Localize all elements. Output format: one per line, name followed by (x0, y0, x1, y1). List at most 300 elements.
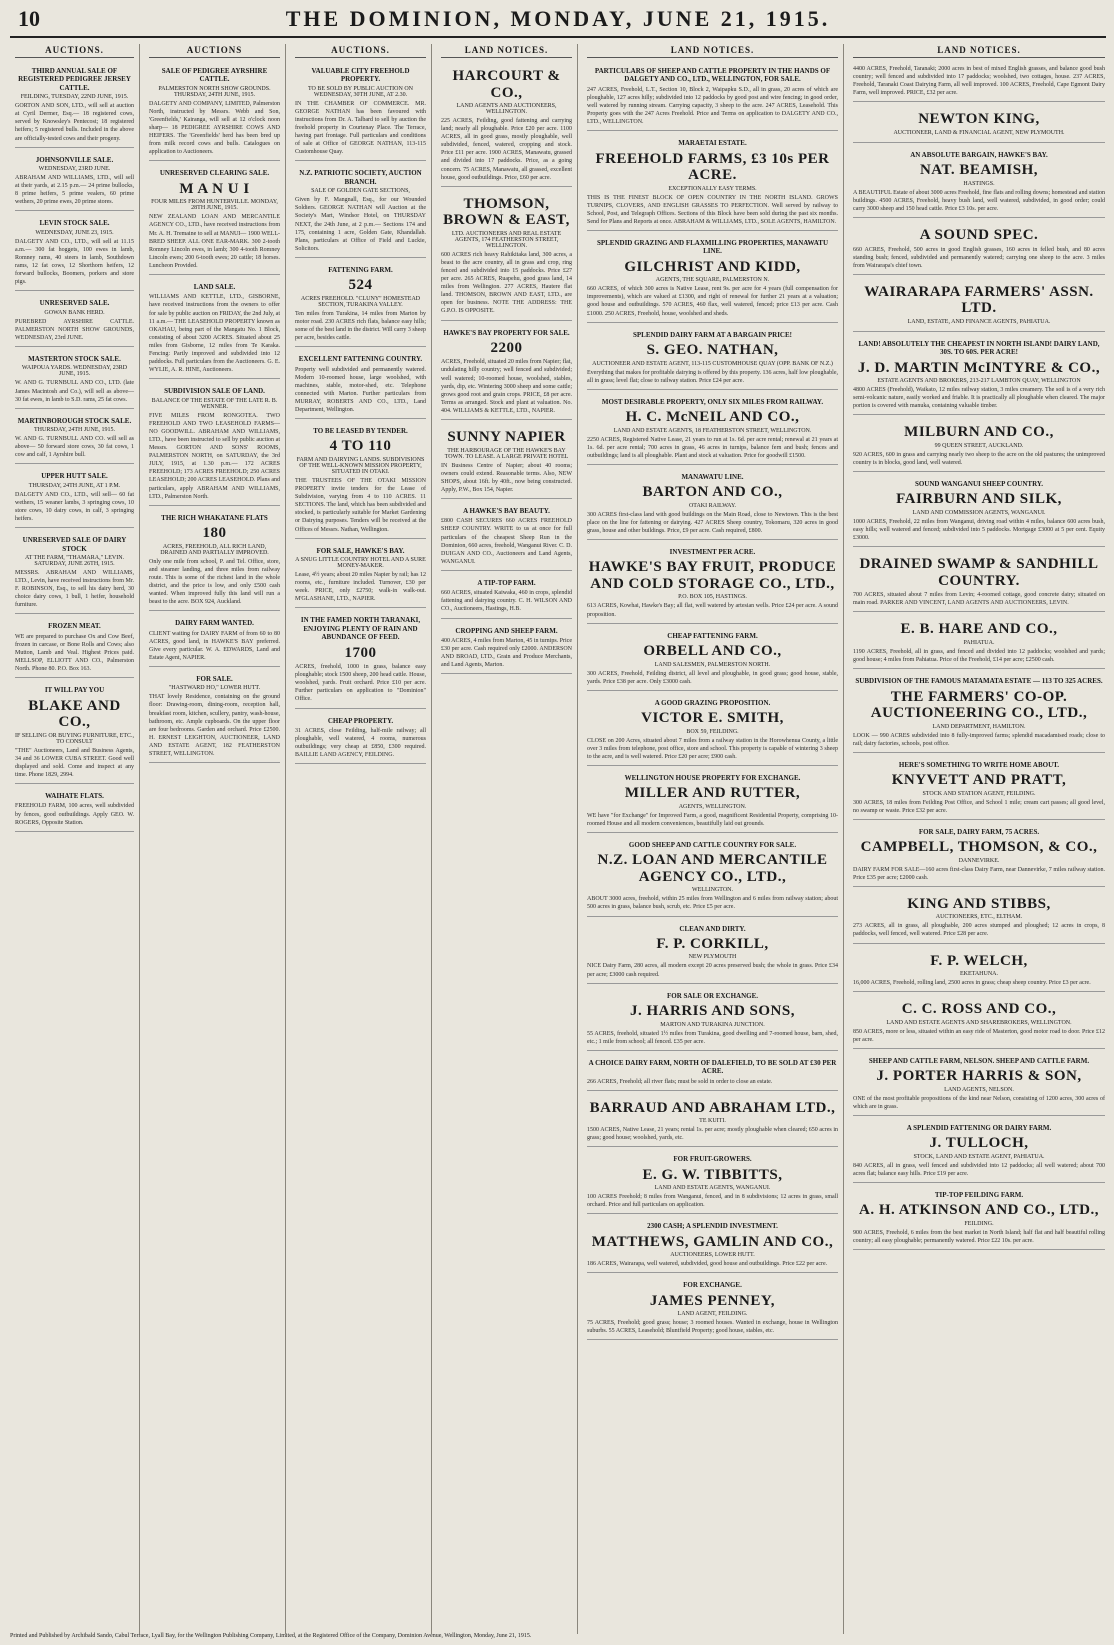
ad-subheading: FEILDING, TUESDAY, 22ND JUNE, 1915. (20, 94, 129, 101)
advertisement (149, 164, 280, 275)
advertisement (853, 1052, 1105, 1116)
advertisement (15, 531, 134, 614)
ad-heading: A CHOICE DAIRY FARM, NORTH OF DALEFIELD, TO BE SOLD AT £30 PER ACRE. (588, 1058, 837, 1076)
ad-body-text: 840 ACRES, all in grass, well fenced and subdivided into 12 paddocks; all well watered; about 700 acres flat; balance easy hills. Price £19 per acre. (853, 1162, 1105, 1177)
ad-subheading: WEDNESDAY, 23RD JUNE. (38, 166, 111, 173)
ad-heading: A SPLENDID FATTENING OR DAIRY FARM. (906, 1123, 1052, 1132)
ad-display-name: GILCHRIST AND KIDD, (624, 258, 801, 275)
ad-body-text: A BEAUTIFUL Estate of about 3000 acres Freehold, fine flats and rolling downs; homestead and station buildings. 4500 ACRES, Freehold, heavy bush land, well watered, subdivided, in good order; could carry 3000 sheep and 150 head cattle. Price £3 10s. per acre. (853, 189, 1105, 212)
ad-body-text: DAIRY FARM FOR SALE—160 acres first-class Dairy Farm, near Dannevirke, 7 miles railway station. Price £35 per acre; £2000 cash. (853, 866, 1105, 881)
ad-display-name: J. TULLOCH, (929, 1135, 1029, 1152)
column-6 (848, 44, 1110, 1634)
ad-subheading: LTD. AUCTIONEERS AND REAL ESTATE AGENTS, 174 FEATHERSTON STREET, WELLINGTON. (451, 230, 562, 249)
ad-heading: AN ABSOLUTE BARGAIN, HAWKE'S BAY. (910, 150, 1048, 159)
ad-display-name: E. G. W. TIBBITTS, (642, 1166, 783, 1183)
ad-body-text: GORTON AND SON, LTD., will sell at auction at Cyril Dermer, Esq.— 18 registered cows, served by Knowsley's Pentecost; 18 registered heifers; 5 registered bulls. Included in the above are officially-tested cows and their progeny. (15, 103, 134, 142)
ad-subheading: TE KUITI. (699, 1118, 726, 1125)
ad-display-name: VICTOR E. SMITH, (641, 710, 784, 727)
advertisement (853, 278, 1105, 332)
ad-subheading: LAND AND ESTATE AGENTS, WANGANUI. (654, 1185, 771, 1192)
advertisement (587, 1054, 838, 1091)
advertisement (295, 164, 426, 257)
advertisement (295, 261, 426, 347)
ad-subheading: FEILDING. (964, 1220, 994, 1227)
column-1 (10, 44, 140, 1634)
ad-body-text: CLOSE on 200 Acres, situated about 7 miles from a railway station in the Horowhenua County, a little over 3 miles from telephone, post office, store and school. This property is capable of wintering 3 sheep to the acre, and is well watered. Price £20 per acre; £900 cash. (587, 737, 838, 760)
ad-subheading: EKETAHUNA. (959, 971, 998, 978)
ad-display-name: 524 (348, 277, 373, 294)
ad-body-text: 1000 ACRES, Freehold, 22 miles from Wanganui, driving road within 4 miles, balance 600 acres bush, easy hills; well watered and fenced; subdivided into 5 paddocks. Mortgage £3000 at 5 per cent. Equity £3000. (853, 518, 1105, 542)
advertisement (441, 324, 572, 421)
ad-heading: CHEAP PROPERTY. (327, 716, 394, 725)
ad-body-text: Ten miles from Turakina, 14 miles from Marton by motor road. 230 ACRES rich flats, balance easy hills; some of the best land in the district. Will carry 3 sheep per acre, besides cattle. (295, 310, 426, 342)
ad-display-name: KNYVETT AND PRATT, (891, 772, 1067, 789)
advertisement (15, 62, 134, 148)
ad-heading: HAWKE'S BAY PROPERTY FOR SALE. (443, 328, 570, 337)
ad-display-name: JAMES PENNEY, (649, 1292, 776, 1309)
ad-body-text: 186 ACRES, Wairarapa, well watered, subdivided, good house and outbuildings. Price £22 per acre. (587, 1261, 828, 1268)
ad-heading: FOR SALE, HAWKE'S BAY. (316, 546, 405, 555)
ad-heading: SOUND WANGANUI SHEEP COUNTRY. (914, 480, 1044, 489)
ad-body-text: 400 ACRES, 4 miles from Marton, 45 in turnips. Price £30 per acre. Cash required only £2000. ANDERSON AND BROAD, LTD., Grain and Produce Merchants, and Land Agents, Marton. (441, 637, 572, 669)
ad-body-text: MESSRS. ABRAHAM AND WILLIAMS, LTD., Levin, have received instructions from Mr. F. ROBINSON, Esq., to sell his dairy herd, 30 choice dairy cows, 1 bull, 1 heifer, household furniture. (15, 569, 134, 609)
ad-heading: TO BE LEASED BY TENDER. (313, 427, 408, 436)
advertisement (15, 617, 134, 678)
ad-heading: THE RICH WHAKATANE FLATS (161, 513, 268, 522)
ad-display-name: H. C. McNEIL AND CO., (625, 409, 800, 426)
ad-subheading: FOUR MILES FROM HUNTERVILLE. MONDAY, 28TH JUNE, 1915. (151, 199, 278, 212)
ad-heading: MOST DESIRABLE PROPERTY, ONLY SIX MILES FROM RAILWAY. (601, 397, 824, 406)
ad-body-text: 300 ACRES, 18 miles from Feilding Post Office, and School 1 mile; cream cart passes; all good level, no swamp or waste. Price £32 per acre. (853, 799, 1105, 814)
advertisement (587, 694, 838, 766)
ad-heading: LEVIN STOCK SALE. (39, 219, 110, 228)
ad-heading: THIRD ANNUAL SALE OF REGISTERED PEDIGREE JERSEY CATTLE. (18, 67, 131, 92)
ad-subheading: "HASTWARD HO," LOWER HUTT. (168, 685, 261, 692)
ad-heading: SUBDIVISION OF THE FAMOUS MATAMATA ESTATE — 113 TO 325 ACRES. (855, 677, 1103, 686)
column-heading: AUCTIONS. (295, 44, 426, 58)
ad-body-text: 4800 ACRES (Freehold), Waikato, 12 miles railway station, 3 miles creamery. The soil is of a very rich semi-volcanic nature, easily worked and friable. It is practically all ploughable when cleared. The major portion is covered with manuka, containing valuable timber. (853, 387, 1105, 410)
column-heading: AUCTIONS. (15, 44, 134, 58)
column-5 (582, 44, 844, 1634)
ad-display-name: BARRAUD AND ABRAHAM LTD., (589, 1099, 836, 1116)
advertisement (587, 836, 838, 917)
masthead (10, 4, 1106, 38)
ad-display-name: A SOUND SPEC. (919, 227, 1039, 244)
advertisement (853, 550, 1105, 612)
advertisement (149, 614, 280, 667)
advertisement (587, 769, 838, 833)
advertisement (853, 146, 1105, 218)
column-heading: AUCTIONS (149, 44, 280, 58)
ad-display-name: 1700 (344, 644, 377, 661)
ad-body-text: W. AND G. TURNBULL AND CO., LTD. (late James Macintosh and Co.), will sell as above— 30 fat ewes, in lamb to S.D. rams, 25 fat cows. (15, 380, 134, 403)
ad-body-text: 1190 ACRES, Freehold, all in grass, and fenced and divided into 12 paddocks; woolshed and yards; good house; 4 miles from Pahiatua. Price of the Freehold, £14 per acre; £2500 cash. (853, 648, 1105, 664)
advertisement (15, 467, 134, 528)
ad-display-name: C. C. ROSS AND CO., (901, 1001, 1057, 1018)
ad-heading: CHEAP FATTENING FARM. (667, 631, 758, 640)
advertisement (587, 1276, 838, 1340)
ad-display-name: FREEHOLD FARMS, £3 10s PER ACRE. (595, 150, 830, 184)
advertisement (853, 615, 1105, 669)
ad-heading: DAIRY FARM WANTED. (175, 619, 254, 628)
advertisement (441, 574, 572, 619)
ad-display-name: 2200 (490, 339, 523, 356)
ad-display-name: DRAINED SWAMP & SANDHILL COUNTRY. (859, 556, 1099, 589)
column-heading: LAND NOTICES. (441, 44, 572, 58)
advertisement (853, 1119, 1105, 1183)
ad-heading: MASTERTON STOCK SALE. (28, 355, 121, 364)
ad-body-text: 247 ACRES, Freehold, L.T., Section 10, Block 2, Waipapku S.D., all in grass, 20 acres of which are ploughable, 127 acres hilly; subdivided into 12 paddocks by good post and wire fencing; in good order, well watered by running stream. Carrying capacity, 3 sheep to the acre. 247 ACRES, Leasehold. This Property goes with the 247 Acres Freehold. Price and Terms on application to DALGETY AND CO., LTD., WELLINGTON. (587, 86, 838, 126)
ad-display-name: E. B. HARE AND CO., (900, 621, 1058, 638)
ad-body-text: ACRES, Freehold, situated 20 miles from Napier; flat, undulating hilly country; well fenced and subdivided; well watered; 10-roomed house, woolshed, stables, yards, dip, etc. Wintering 3000 sheep and some cattle; grows good root and grain crops. PRICE, £8 per acre. Terms as arranged. Stock and plant at valuation. No. 404. WILLIAMS & KETTLE, LTD., NAPIER. (441, 359, 572, 414)
ad-display-name: 4 TO 110 (329, 438, 392, 455)
ad-display-name: MATTHEWS, GAMLIN AND CO., (591, 1233, 834, 1250)
ad-heading: SHEEP AND CATTLE FARM, NELSON. SHEEP AND CATTLE FARM. (868, 1056, 1090, 1065)
ad-subheading: LAND AGENTS, NELSON. (944, 1086, 1014, 1093)
ad-heading: SALE OF PEDIGREE AYRSHIRE CATTLE. (161, 67, 268, 84)
ad-subheading: THE HARBOURAGE OF THE HAWKE'S BAY TOWN. TO LEASE. A LARGE PRIVATE HOTEL (444, 447, 569, 460)
ad-display-name: 180 (202, 525, 227, 542)
advertisement (853, 672, 1105, 753)
advertisement (15, 787, 134, 832)
ad-heading: JOHNSONVILLE SALE. (35, 155, 114, 164)
ad-subheading: LAND AND ESTATE AGENTS AND SHAREBROKERS, WELLINGTON. (886, 1019, 1072, 1026)
advertisement (149, 670, 280, 763)
ad-body-text: W. AND G. TURNBULL AND CO. will sell as above— 50 forward store cows, 30 fat cows, 1 cow and calf, 1 Ayrshire bull. (15, 436, 134, 459)
ad-heading: HERE'S SOMETHING TO WRITE HOME ABOUT. (898, 760, 1060, 769)
ad-body-text: £800 CASH SECURES 660 ACRES FREEHOLD SHEEP COUNTRY. WRITE to us at once for full particulars of the cheapest Sheep Run in the Dominion, 660 acres, freehold, Wanganui River. C. D. DUIGAN AND CO., Auctioneers and Land Agents, WANGANUI. (441, 518, 572, 565)
ad-subheading: PAHIATUA. (963, 639, 995, 646)
ad-subheading: WAIPOUA YARDS. WEDNESDAY, 23RD JUNE, 1915. (21, 365, 128, 378)
advertisement (587, 543, 838, 624)
ad-body-text: 273 ACRES, all in grass, all ploughable, 200 acres stumped and ploughed; 12 acres in crops, 8 paddocks, well fenced, well watered. Price £28 per acre. (853, 923, 1105, 938)
ad-display-name: N.Z. LOAN AND MERCANTILE AGENCY CO., LTD., (597, 852, 828, 885)
ad-heading: FOR SALE OR EXCHANGE. (666, 991, 758, 1000)
ad-body-text: FREEHOLD FARM, 100 acres, well subdivided by fences, good outbuildings. Apply GEO. W. ROGERS, Opposite Station. (15, 803, 134, 826)
ad-subheading: PALMERSTON NORTH SHOW GROUNDS. THURSDAY, 24TH JUNE, 1915. (158, 85, 271, 98)
ad-body-text: 266 ACRES, Freehold; all river flats; must be sold in order to close an estate. (587, 1078, 773, 1085)
ad-body-text: 300 ACRES first-class land with good buildings on the Main Road, close to Newtown. This is the best place on the line for fattening or dairying. 427 ACRES Sheep country, Tokomaru, 320 acres in good grass, house and other buildings. Price, £9 per acre. Cash required, £800. (587, 511, 838, 534)
ad-heading: FATTENING FARM. (328, 265, 393, 274)
ad-subheading: LAND, ESTATE, AND FINANCE AGENTS, PAHIATUA. (907, 318, 1051, 325)
ad-body-text: 850 ACRES, more or less, situated within an easy ride of Masterton, good motor road to door. Price £12 per acre. (853, 1028, 1105, 1043)
advertisement (441, 622, 572, 675)
ad-heading: FOR SALE, DAIRY FARM, 75 ACRES. (918, 827, 1040, 836)
ad-display-name: NAT. BEAMISH, (919, 162, 1039, 179)
ad-subheading: THURSDAY, 24TH JUNE, AT 1 P.M. (28, 482, 121, 489)
ad-subheading: AUCTIONEER, LAND & FINANCIAL AGENT, NEW PLYMOUTH. (893, 129, 1065, 136)
ad-subheading: BALANCE OF THE ESTATE OF THE LATE R. B. WENNER. (151, 397, 278, 410)
advertisement (15, 214, 134, 291)
ad-body-text: THIS IS THE FINEST BLOCK OF OPEN COUNTRY IN THE NORTH ISLAND. GROWS TURNIPS, CLOVERS, AND ENGLISH GRASSES TO PERFECTION. Well served by railway to School, Post, and Telegraph Offices. Sections of this Block have been sold during the past six months. Send for Plans and Reports at once. ABRAHAM & WILLIAMS, LTD., SOLE AGENTS, HAMILTON. (587, 194, 838, 225)
ad-subheading: ACRES, FREEHOLD, ALL RICH LAND, DRAINED AND PARTIALLY IMPROVED. (160, 543, 269, 556)
ad-subheading: OTAKI RAILWAY. (688, 502, 737, 509)
advertisement (587, 1150, 838, 1214)
ad-subheading: A SNUG LITTLE COUNTRY HOTEL AND A SURE MONEY-MAKER. (295, 557, 426, 570)
ad-heading: GOOD SHEEP AND CATTLE COUNTRY FOR SALE. (628, 841, 797, 849)
ad-heading: UNRESERVED SALE OF DAIRY STOCK (22, 536, 127, 553)
ad-heading: FOR SALE. (196, 674, 233, 683)
ad-body-text: Given by F. Mangnall, Esq., for our Wounded Soldiers. GEORGE NATHAN will Auction at the Society's Mart, Windsor Hotel, on THURSDAY NEXT, the 24th June, at 2 p.m.— Sections 174 and 175, containing 1 acre, Golden Gate, Khandallah. Plans, particulars at Office of Field and Luckie, Solicitors. (295, 197, 426, 252)
advertisement (853, 823, 1105, 887)
ad-subheading: NEW PLYMOUTH (688, 954, 737, 961)
advertisement (587, 62, 838, 131)
ad-body-text: 660 ACRES, situated Kaiwaka, 460 in crops, splendid fattening and dairying country. C. H. WILSON AND CO., Auctioneers, Hastings, H.B. (441, 590, 572, 613)
ad-body-text: 100 ACRES Freehold; 8 miles from Wanganui, fenced, and in 8 subdivisions; 12 acres in grass, small orchard. Price and full particulars on application. (587, 1194, 838, 1209)
ad-display-name: ORBELL AND CO., (643, 643, 782, 660)
ad-heading: INVESTMENT PER ACRE. (669, 548, 756, 557)
advertisement (441, 423, 572, 499)
column-heading: LAND NOTICES. (587, 44, 838, 58)
ad-body-text: 700 ACRES, situated about 7 miles from Levin; 4-roomed cottage, good concrete dairy; situated on main road. PARKER AND VINCENT, LAND AGENTS AND AUCTIONEERS, LEVIN. (853, 592, 1105, 607)
ad-display-name: BLAKE AND CO., (28, 697, 121, 731)
advertisement (853, 995, 1105, 1049)
column-heading: LAND NOTICES. (853, 44, 1105, 58)
ad-heading: SPLENDID GRAZING AND FLAXMILLING PROPERTIES, MANAWATU LINE. (596, 239, 829, 256)
ad-body-text: 55 ACRES, freehold, situated 1½ miles from Turakina, good dwelling and 7-roomed house, barn, shed, etc.; 1 mile from school; all fenced. £35 per acre. (587, 1030, 838, 1045)
advertisement (295, 62, 426, 161)
ad-heading: FOR EXCHANGE. (683, 1281, 742, 1290)
advertisement (853, 947, 1105, 993)
ad-heading: SUBDIVISION SALE OF LAND. (164, 387, 265, 396)
advertisement (853, 1186, 1105, 1250)
advertisement (15, 294, 134, 347)
ad-heading: CROPPING AND SHEEP FARM. (455, 626, 558, 635)
ad-subheading: THURSDAY, 24TH JUNE, 1915. (33, 427, 115, 434)
ad-display-name: F. P. WELCH, (930, 952, 1028, 969)
ad-subheading: LAND AGENTS AND AUCTIONEERS, WELLINGTON. (456, 103, 557, 115)
ad-body-text: 300 ACRES, Freehold, Feilding district, all level and ploughable, in good grass; good house, stable, yards. Price £38 per acre. Only £3000 cash. (587, 670, 838, 685)
ad-display-name: FAIRBURN AND SILK, (896, 491, 1062, 508)
ad-display-name: BARTON AND CO., (642, 484, 783, 501)
ad-display-name: KING AND STIBBS, (907, 895, 1051, 912)
ad-display-name: M A N U I (179, 180, 250, 197)
ad-subheading: HASTINGS. (963, 180, 995, 187)
advertisement (587, 1217, 838, 1273)
ad-heading: LAND SALE. (193, 282, 236, 291)
ad-body-text: Lease, 4½ years; about 20 miles Napier by rail; has 12 rooms, etc., furniture included. Turnover, £30 per week. PRICE, only £2750; walk-in walk-out. M'GLASHANE, LTD., NAPIER. (295, 572, 426, 603)
ad-heading: IT WILL PAY YOU (44, 686, 105, 695)
ad-body-text: NEW ZEALAND LOAN AND MERCANTILE AGENCY CO., LTD., have received instructions from Mr. A. H. Tremaine to sell at MANUI— 1900 WELL-BRED SHEEP. ALL ONE EAR-MARK. 300 2-tooth Romney Lincoln ewes, in lamb; 300 4-tooth Romney Lincoln ewes; 200 6-tooth ewes; 20 cattle; 18 horses. Luncheon Provided. (149, 214, 280, 269)
ad-body-text: DALGETY AND COMPANY, LIMITED, Palmerston North, instructed by Messrs. Webb and Son, 'Greenfields,' Kairanga, will sell at 12 o'clock noon sharp— 18 PEDIGREE AYRSHIRE COWS AND HEIFERS. The 'Greenfields' herd has been bred up from milk record cows and bulls. Catalogues on application to Auctioneers. (149, 100, 280, 156)
ad-subheading: LAND SALESMEN, PALMERSTON NORTH. (654, 661, 771, 668)
ad-body-text: WE have "for Exchange" for Improved Farm, a good, magnificent Residential Property, comprising 10-roomed House and all modern conveniences, beautifully laid out grounds. (587, 812, 838, 827)
ad-subheading: AUCTIONEERS, ETC., ELTHAM. (935, 914, 1023, 921)
advertisement (149, 278, 280, 379)
ad-body-text: 31 ACRES, close Feilding, half-mile railway; all ploughable, well watered, 4 rooms, numerous outbuildings; very cheap at £850, £300 required. BAILLIE LAND AGENCY, FEILDING. (295, 727, 426, 759)
ad-body-text: IN Business Centre of Napier; about 40 rooms; owners could extend. Reasonable terms. Also, NEW SHOPS, about 16ft. by 40ft., now being constructed. Apply, P.W., Box 154, Napier. (441, 462, 572, 493)
ad-subheading: ACRES FREEHOLD. "CLUNY" HOMESTEAD SECTION, TURAKINA VALLEY. (300, 295, 421, 308)
ad-subheading: FARM AND DAIRYING LANDS. SUBDIVISIONS OF THE WELL-KNOWN MISSION PROPERTY, SITUATED IN OTAKI. (296, 456, 425, 475)
ad-body-text: Property well subdivided and permanently watered. Modern 10-roomed house, large woolshed, with machines, stable, motor-shed, etc. Telephone connected with Marton. Further particulars from MURRAY, ROBERTS AND CO., LTD., Land Department, Wellington. (295, 366, 426, 413)
ad-heading: EXCELLENT FATTENING COUNTRY. (298, 355, 423, 364)
ad-subheading: IF SELLING OR BUYING FURNITURE, ETC., TO CONSULT (15, 732, 134, 745)
ad-subheading: AUCTIONEERS, LOWER HUTT. (670, 1252, 755, 1259)
advertisement (15, 151, 134, 212)
ad-body-text: FIVE MILES FROM RONGOTEA. TWO FREEHOLD AND TWO LEASEHOLD FARMS—NO GOODWILL. ABRAHAM AND WILLIAMS, LTD., have been instructed to sell by public auction at Messrs. GORTON AND SONS' ROOMS, PALMERSTON NORTH, on SATURDAY, the 3rd JULY, 1915, at 1.30 p.m.— 172 ACRES FREEHOLD; 173 ACRES FREEHOLD; 250 ACRES LEASEHOLD; 200 ACRES LEASEHOLD. Plans and particulars, apply ABRAHAM AND WILLIAMS, LTD., Palmerston North. (149, 412, 280, 500)
ad-display-name: SUNNY NAPIER (447, 429, 566, 446)
advertisement (853, 62, 1105, 102)
ad-display-name: S. GEO. NATHAN, (646, 342, 779, 359)
ad-display-name: J. D. MARTIN McINTYRE & CO., (857, 359, 1101, 376)
ad-body-text: 660 ACRES, Freehold, 500 acres in good English grasses, 160 acres in felled bush, and 80 acres standing bush; fenced, subdivided and permanently watered; carrying one sheep to the acre. 3 miles from Wairarapa's chief town. (853, 246, 1105, 269)
ad-body-text: PUREBRED AYRSHIRE CATTLE. PALMERSTON NORTH SHOW GROUNDS, WEDNESDAY, 23rd JUNE. (15, 318, 134, 341)
ad-display-name: J. PORTER HARRIS & SON, (876, 1068, 1082, 1085)
ad-display-name: MILBURN AND CO., (904, 424, 1054, 441)
advertisement (587, 627, 838, 691)
advertisement (587, 1094, 838, 1148)
newspaper-title: THE DOMINION, MONDAY, JUNE 21, 1915. (285, 6, 831, 31)
ad-subheading: P.O. BOX 105, HASTINGS. (678, 594, 747, 601)
ad-body-text: "THE" Auctioneers, Land and Business Agents, 34 and 36 LOWER CUBA STREET. Good well displayed and sold. Come and inspect at any time. Phone 1829, 2994. (15, 747, 134, 778)
advertisement (587, 134, 838, 231)
advertisement (149, 382, 280, 505)
advertisement (15, 412, 134, 465)
advertisement (853, 475, 1105, 547)
ad-heading: PARTICULARS OF SHEEP AND CATTLE PROPERTY IN THE HANDS OF DALGETY AND CO., LTD., WELLINGTON, FOR SALE. (594, 67, 831, 84)
page-number: 10 (18, 6, 40, 31)
advertisement (587, 393, 838, 465)
ad-subheading: STOCK AND STATION AGENT, FEILDING. (922, 790, 1036, 797)
ad-body-text: 613 ACRES, Kowhai, Hawke's Bay; all flat, well watered by artesian wells. Price £24 per acre. A sound proposition. (587, 603, 838, 618)
ad-heading: IN THE FAMED NORTH TARANAKI, ENJOYING PLENTY OF RAIN AND ABUNDANCE OF FEED. (300, 616, 421, 642)
ad-display-name: HAWKE'S BAY FRUIT, PRODUCE AND COLD STORAGE CO., LTD., (588, 559, 837, 592)
ad-heading: A TIP-TOP FARM. (477, 578, 536, 587)
advertisement (853, 105, 1105, 143)
columns-container (10, 44, 1106, 1634)
ad-body-text: ABRAHAM AND WILLIAMS, LTD., will sell at their yards, at 2.15 p.m.— 24 prime bullocks, 8 prime heifers, 5 prime vealers, 60 prime wethers, 20 prime ewes, 20 prime stores. (15, 175, 134, 206)
ad-heading: VALUABLE CITY FREEHOLD PROPERTY. (311, 67, 410, 84)
ad-subheading: EXCEPTIONALLY EASY TERMS. (668, 185, 757, 192)
ad-display-name: MILLER AND RUTTER, (624, 785, 801, 802)
ad-display-name: WAIRARAPA FARMERS' ASSN. LTD. (864, 283, 1094, 317)
ad-subheading: SALE OF GOLDEN GATE SECTIONS, (311, 188, 410, 195)
ad-heading: WAIHATE FLATS. (45, 792, 104, 801)
advertisement (295, 611, 426, 708)
ad-body-text: CLIENT waiting for DAIRY FARM of from 60 to 80 ACRES, good land, in HAWKE'S BAY preferred. Give every particular. W. A. EDWARDS, Land and Estate Agent, NAPIER. (149, 630, 280, 661)
advertisement (149, 509, 280, 611)
advertisement (295, 712, 426, 765)
advertisement (587, 234, 838, 323)
ad-heading: N.Z. PATRIOTIC SOCIETY, AUCTION BRANCH. (299, 169, 422, 186)
ad-body-text: 225 ACRES, Feilding, good fattening and carrying land; nearly all ploughable. Price £20 per acre. 1100 ACRES, all in good grass, mostly ploughable, well subdivided, fenced, watered, cropping and stock. Price £11 per acre. 1900 ACRES, Manawatu, grassed and divided into 17 paddocks. Price, as a going concern. 75 ACRES, Manawatu, all grassed, excellent house, good outbuildings. Price, £60 per acre. (441, 118, 572, 181)
ad-subheading: AUCTIONEER AND ESTATE AGENT, 113-115 CUSTOMHOUSE QUAY (OPP. BANK OF N.Z.) (592, 360, 833, 367)
advertisement (441, 190, 572, 321)
ad-subheading: GOWAN BANK HERD. (44, 309, 105, 316)
advertisement (441, 502, 572, 571)
ad-display-name: F. P. CORKILL, (656, 935, 769, 952)
ad-body-text: ACRES, freehold, 1000 in grass, balance easy ploughable; stock 1500 sheep, 200 head cattle. House, woolshed, yards. Fruit orchard. Price £10 per acre. Further particulars on application to "Dominion" Office. (295, 664, 426, 703)
advertisement (587, 987, 838, 1051)
ad-subheading: AGENTS, THE SQUARE, PALMERSTON N. (655, 277, 770, 284)
ad-heading: UNRESERVED CLEARING SALE. (159, 169, 270, 178)
ad-subheading: 99 QUEEN STREET, AUCKLAND. (934, 442, 1024, 449)
ad-subheading: STOCK, LAND AND ESTATE AGENT, PAHIATUA. (913, 1153, 1045, 1160)
ad-subheading: AGENTS, WELLINGTON. (678, 803, 747, 810)
ad-display-name: A. H. ATKINSON AND CO., LTD., (859, 1202, 1099, 1219)
ad-subheading: ESTATE AGENTS AND BROKERS, 213-217 LAMBTON QUAY, WELLINGTON (877, 378, 1081, 385)
column-2 (144, 44, 286, 1634)
ad-heading: A GOOD GRAZING PROPOSITION. (654, 698, 771, 707)
advertisement (15, 350, 134, 409)
ad-subheading: LAND AGENT, FEILDING. (677, 1311, 748, 1318)
column-4 (436, 44, 578, 1634)
ad-heading: FOR FRUIT-GROWERS. (673, 1155, 752, 1164)
ad-subheading: MARTON AND TURAKINA JUNCTION. (660, 1021, 765, 1028)
ad-body-text: WE are prepared to purchase Ox and Cow Beef, frozen in carcase, or Bone Rolls and Cows; also Mutton, Lamb and Veal. Highest Prices paid. MELLSOP, ELLIOTT AND CO., Palmerston North. Phone 80. P.O. Box 163. (15, 633, 134, 673)
ad-display-name: THE FARMERS' CO-OP. AUCTIONEERING CO., LTD., (870, 688, 1088, 722)
ad-body-text: 16,000 ACRES, Freehold, rolling land, 2500 acres in grass; cheap sheep country. Price £3 per acre. (853, 980, 1091, 987)
ad-heading: A HAWKE'S BAY BEAUTY. (463, 506, 550, 515)
advertisement (587, 468, 838, 540)
advertisement (853, 335, 1105, 416)
ad-heading: UNRESERVED SALE. (39, 299, 110, 308)
ad-display-name: HARCOURT & CO., (452, 68, 561, 101)
ad-body-text: THAT lovely Residence, containing on the ground floor: Drawing-room, dining-room, reception hall, breakfast room, kitchen, scullery, pantry, wash-house, bathroom, etc. Ample cupboards. On the upper floor are four bedrooms. Garden and orchard. Price £2500. H. ERNEST LEIGHTON, AUCTIONEER, LAND AND ESTATE AGENT, 182 FEATHERSTON STREET, WELLINGTON. (149, 694, 280, 757)
advertisement (441, 62, 572, 187)
ad-body-text: ABOUT 3000 acres, freehold, within 25 miles from Wellington and 6 miles from railway station; about 500 acres in grass, balance bush, scrub, etc. Price £5 per acre. (587, 896, 838, 911)
ad-body-text: ONE of the most profitable propositions of the kind near Nelson, consisting of 1200 acres, 300 acres of which are in grass. (853, 1095, 1105, 1110)
ad-body-text: IN THE CHAMBER OF COMMERCE. MR. GEORGE NATHAN has been favoured with instructions from Dr. A. Talbard to sell by auction the freehold property in Courtenay Place. The Terrace, having part frontage. Full particulars and conditions of sale at Office of GEORGE NATHAN, 113-115 Customhouse Quay. (295, 100, 426, 156)
ad-body-text: LOOK — 990 ACRES subdivided into 8 fully-improved farms; splendid macadamised roads; close to rail; dairy factories, schools, post office. (853, 732, 1105, 747)
ad-heading: MARAETAI ESTATE. (678, 139, 747, 148)
advertisement (295, 542, 426, 609)
ad-body-text: 900 ACRES, Freehold, 6 miles from the best market in North Island; half flat and half beautiful rolling country; all easy ploughable; permanently watered. Price £22 10s. per acre. (853, 1229, 1105, 1244)
advertisement (587, 920, 838, 984)
ad-heading: FROZEN MEAT. (48, 622, 101, 631)
ad-heading: WELLINGTON HOUSE PROPERTY FOR EXCHANGE. (624, 773, 801, 782)
ad-subheading: LAND AND COMMISSION AGENTS, WANGANUI. (912, 509, 1046, 516)
ad-subheading: AT THE FARM, "THAMARA," LEVIN. SATURDAY, JUNE 26TH, 1915. (24, 554, 125, 567)
ad-heading: TIP-TOP FEILDING FARM. (934, 1190, 1024, 1199)
ad-heading: MANAWATU LINE. (681, 472, 744, 481)
ad-subheading: LAND DEPARTMENT, HAMILTON. (932, 723, 1026, 730)
advertisement (295, 350, 426, 419)
ad-subheading: LAND AND ESTATE AGENTS, 18 FEATHERSTON STREET, WELLINGTON. (613, 427, 812, 434)
ad-subheading: WEDNESDAY, JUNE 23, 1915. (35, 229, 114, 236)
advertisement (853, 756, 1105, 820)
ad-body-text: 920 ACRES, 600 in grass and carrying nearly two sheep to the acre on the old pastures; the unimproved country is in blocks, good land, well watered. (853, 451, 1105, 466)
ad-heading: CLEAN AND DIRTY. (679, 924, 746, 933)
advertisement (853, 418, 1105, 472)
ad-display-name: CAMPBELL, THOMSON, & CO., (860, 839, 1098, 856)
column-3 (290, 44, 432, 1634)
advertisement (15, 681, 134, 784)
ad-body-text: 660 ACRES, of which 300 acres is Native Lease, rent 9s. per acre for 4 years (full compensation for improvements), which are valued at £1300, and right of renewal for further 21 years at a valuation; good house and outbuildings. 570 ACRES, 460 flax, well watered, fenced; price £13 per acre. Cash £1000. 250 ACRES, Freehold, house, woolshed and sheds. (587, 286, 838, 317)
ad-display-name: NEWTON KING, (918, 111, 1040, 128)
ad-body-text: DALGETY AND CO., LTD., will sell at 11.15 a.m.— 300 fat hoggets, 100 ewes in lamb, Romney rams, 40 steers in lamb, Southdown rams, 12 fat cows, 12 Shorthorn heifers, 12 forward bullocks, Boomers, porkers and store pigs. (15, 238, 134, 286)
ad-subheading: BOX 59, FEILDING. (686, 728, 739, 735)
ad-display-name: J. HARRIS AND SONS, (630, 1003, 795, 1020)
ad-subheading: TO BE SOLD BY PUBLIC AUCTION ON WEDNESDAY, 30TH JUNE, AT 2.30. (307, 85, 413, 98)
ad-body-text: 1500 ACRES, Native Lease, 21 years; rental 1s. per acre; mostly ploughable when cleared; 650 acres in grass; good house; woolshed, yards, etc. (587, 1127, 838, 1142)
ad-body-text: 4400 ACRES, Freehold, Taranaki; 2000 acres in best of mixed English grasses, and balance good bush country; well fenced and subdivided into 17 paddocks; woolshed, two cottages, house. 237 ACRES, Freehold, Taranaki Coast Dairying Farm, all well improved. 100 ACRES, Freehold, Cape Egmont Dairy Farm, well improved. PRICE, £32 per acre. (853, 66, 1105, 97)
ad-body-text: DALGETY AND CO., LTD., will sell— 60 fat wethers, 15 weaner lambs, 3 springing cows, 10 store cows, 10 dairy cows, in calf, 3 springing heifers. (15, 491, 134, 523)
ad-heading: 2300 CASH; A SPLENDID INVESTMENT. (647, 1222, 778, 1231)
advertisement (295, 422, 426, 539)
advertisement (853, 221, 1105, 275)
ad-body-text: Only one mile from school, P. and Tel. Office, store, and steamer landing, and three miles from railway route. This is some of the richest land in the whole district, and the price is low, and only £500 cash wanted. When improved fully this land will run a beast to the acre. BOX 924, Auckland. (149, 558, 280, 606)
ad-body-text: WILLIAMS AND KETTLE, LTD., GISBORNE, have received instructions from the owners to offer for sale by public auction on FRIDAY, the 2nd July, at 11 a.m.— THE LEASEHOLD PROPERTY known as OKAHAU, being part of the Mangatu No. 1 Block, consisting of about 3200 ACRES. Situated about 25 miles from Gisborne, 12 miles from Te Karaka. Fencing: Partly improved and subdivided into 12 paddocks. Full particulars from the Auctioneers. G. E. WYLIE, A. R. HINE, Auctioneers. (149, 294, 280, 374)
ad-body-text: 75 ACRES, Freehold; good grass; house; 3 roomed houses. Wanted in exchange, house in Wellington suburbs. 55 ACRES, Leasehold; Bluntfield Property; good house, stables, etc. (587, 1320, 838, 1335)
ad-heading: LAND! ABSOLUTELY THE CHEAPEST IN NORTH ISLAND! DAIRY LAND, 30S. TO 60S. PER ACRE! (858, 339, 1100, 357)
ad-display-name: THOMSON, BROWN & EAST, (443, 195, 570, 229)
ad-subheading: WELLINGTON. (691, 887, 734, 894)
ad-body-text: 2250 ACRES, Registered Native Lease, 21 years to run at 1s. 6d. per acre rental; renewal at 21 years at 1s. 6d. per acre rental; 700 acres in grass, 46 acres in turnips, balance fern and bush; fences and outbuildings; land is all ploughable. Plant and stock at valuation. Price for goodwill £1500. (587, 436, 838, 459)
ad-body-text: Everything that makes for profitable dairying is offered by this property. 136 acres, half low ploughable, all in grass; level flat; close to railway station. Price £24 per acre. (587, 369, 838, 384)
advertisement (587, 326, 838, 390)
advertisement (149, 62, 280, 161)
